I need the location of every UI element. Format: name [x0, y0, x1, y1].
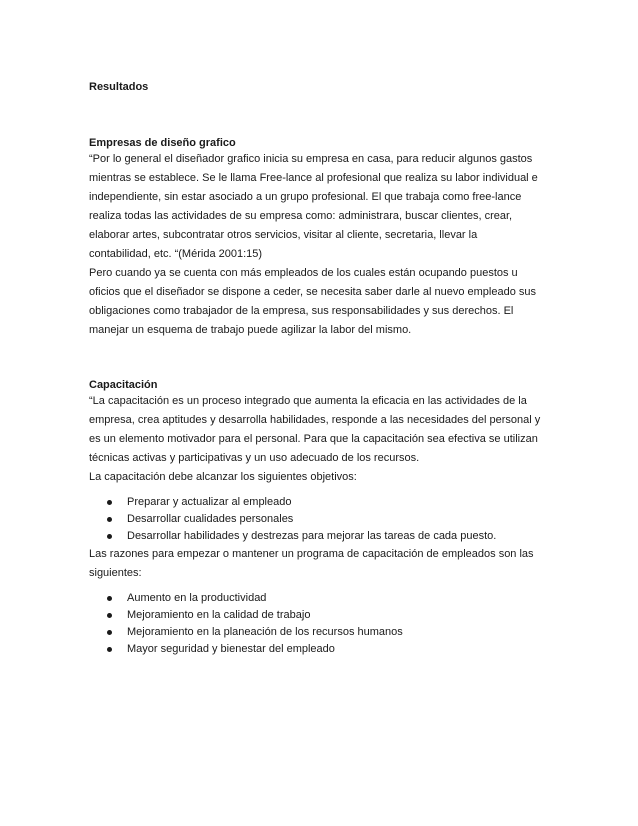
bullet-icon [107, 647, 112, 652]
list-item [107, 511, 542, 528]
reasons-list [89, 590, 542, 658]
list-item-text: Desarrollar cualidades personales [127, 513, 294, 525]
list-item [107, 590, 542, 607]
list-item-text: Mejoramiento en la planeación de los recursos humanos [127, 626, 403, 638]
bullet-icon [107, 517, 112, 522]
paragraph-freelance-quote: “Por lo general el diseñador grafico inicia su empresa en casa, para reducir algunos gastos mientras se establece. Se le llama Free-lance al profesional que realiza su labor individual e independiente, sin estar asociado a un grupo profesional. El que trabaja como free-lance realiza todas las actividades de su empresa como: administrara, buscar clientes, crear, elaborar artes, subcontratar otros servicios, visitar al cliente, secretaria, llevar la contabilidad, etc. “(Mérida 2001:15) [89, 153, 538, 260]
list-item [107, 494, 542, 511]
bullet-icon [107, 534, 112, 539]
bullet-icon [107, 500, 112, 505]
list-item-text: Mejoramiento en la calidad de trabajo [127, 609, 311, 621]
paragraph-razones-intro: Las razones para empezar o mantener un programa de capacitación de empleados son las siguientes: [89, 548, 534, 579]
list-item-text: Aumento en la productividad [127, 592, 267, 604]
list-item [107, 607, 542, 624]
bullet-icon [107, 630, 112, 635]
bullet-icon [107, 596, 112, 601]
list-item [107, 624, 542, 641]
paragraph-empleados: Pero cuando ya se cuenta con más empleados de los cuales están ocupando puestos u oficios que el diseñador se dispone a ceder, se necesita saber darle al nuevo empleado sus obligaciones como trabajador de la empresa, sus responsabilidades y sus derechos. El manejar un esquema de trabajo puede agilizar la labor del mismo. [89, 267, 537, 336]
heading-resultados: Resultados [89, 81, 149, 93]
list-item-text: Preparar y actualizar al empleado [127, 496, 292, 508]
list-item [107, 528, 542, 545]
list-item-text: Mayor seguridad y bienestar del empleado [127, 643, 335, 655]
paragraph-objetivos-intro: La capacitación debe alcanzar los siguientes objetivos: [89, 471, 357, 483]
list-item-text: Desarrollar habilidades y destrezas para mejorar las tareas de cada puesto. [127, 530, 497, 542]
heading-empresas-diseno: Empresas de diseño grafico [89, 137, 236, 149]
paragraph-capacitacion-quote: “La capacitación es un proceso integrado que aumenta la eficacia en las actividades de la empresa, crea aptitudes y desarrolla habilidades, responde a las necesidades del personal y es un elemento motivador para el personal. Para que la capacitación sea efectiva se utilizan técnicas activas y participativas y un uso adecuado de los recursos. [89, 395, 541, 464]
bullet-icon [107, 613, 112, 618]
objectives-list [89, 494, 542, 545]
heading-capacitacion: Capacitación [89, 379, 158, 391]
list-item [107, 641, 542, 658]
